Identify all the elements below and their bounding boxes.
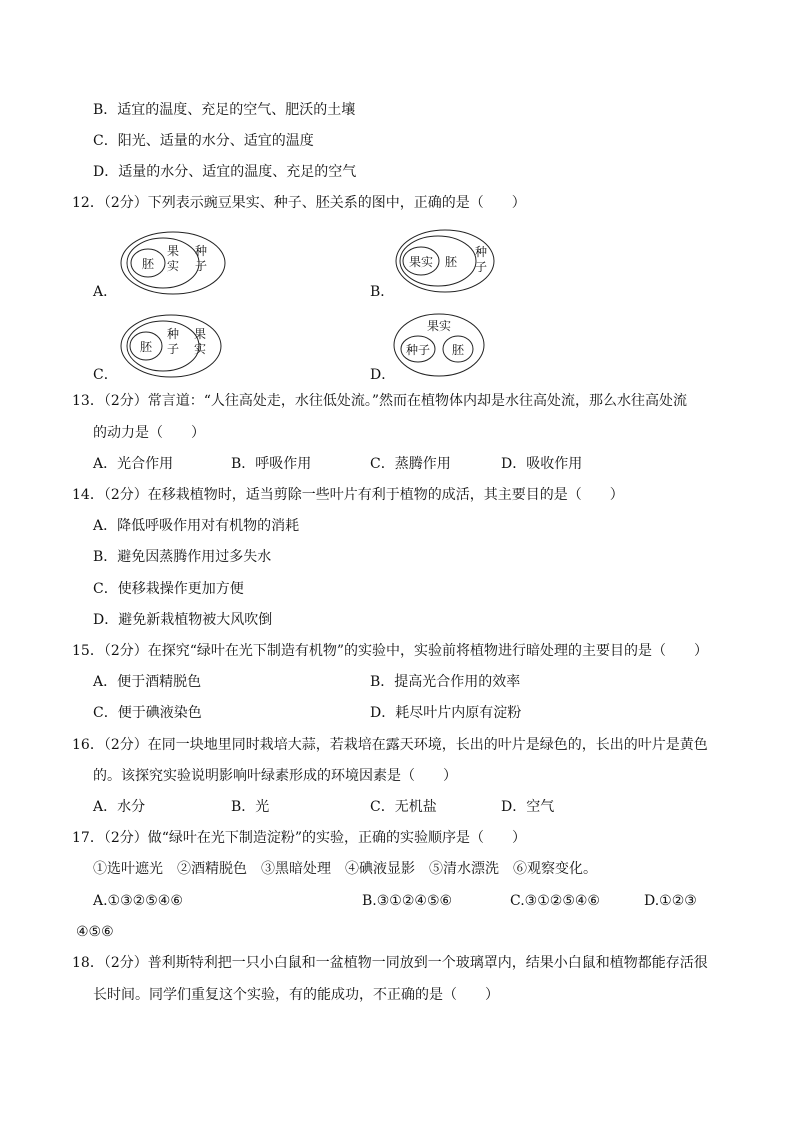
option-text: B．避免因蒸腾作用过多失水 <box>93 549 272 565</box>
diagram-label: 胚 <box>141 257 155 271</box>
option-text: C．使移栽操作更加方便 <box>93 581 244 597</box>
question-stem: 长时间。同学们重复这个实验，有的能成功，不正确的是（ ） <box>93 987 499 1003</box>
option-text: C.③①②⑤④⑥ <box>510 893 600 909</box>
question-stem: 14．（2分）在移栽植物时，适当剪除一些叶片有利于植物的成活，其主要目的是（ ） <box>72 487 624 503</box>
diagram-label: 种子 <box>405 343 431 357</box>
diagram-d <box>392 311 488 379</box>
diagram-b <box>393 226 497 296</box>
option-text: D.①②③ <box>644 893 697 909</box>
question-stem: 15．（2分）在探究“绿叶在光下制造有机物”的实验中，实验前将植物进行暗处理的主要目的是（ ） <box>72 643 709 659</box>
option-text: A．降低呼吸作用对有机物的消耗 <box>93 518 300 534</box>
diagram-label: 果实 <box>426 319 452 333</box>
diagram-label: 果实 <box>193 327 207 356</box>
question-stem: 的动力是（ ） <box>93 425 205 441</box>
diagram-label: 种子 <box>166 327 180 356</box>
diagram-label: 果实 <box>408 255 434 269</box>
question-steps: ①选叶遮光 ②酒精脱色 ③黑暗处理 ④碘液显影 ⑤清水漂洗 ⑥观察变化。 <box>93 861 597 877</box>
question-stem: 17．（2分）做“绿叶在光下制造淀粉”的实验，正确的实验顺序是（ ） <box>72 830 527 846</box>
option-text: B．呼吸作用 <box>231 456 312 472</box>
option-text: D．耗尽叶片内原有淀粉 <box>370 705 522 721</box>
option-text: B．适宜的温度、充足的空气、肥沃的土壤 <box>93 102 356 118</box>
option-text: B.③①②④⑤⑥ <box>362 893 453 909</box>
option-text-continuation: ④⑤⑥ <box>76 924 114 940</box>
question-stem: 16．（2分）在同一块地里同时栽培大蒜，若栽培在露天环境，长出的叶片是绿色的，长出的叶片是黄色 <box>72 737 708 753</box>
diagram-a <box>118 228 228 298</box>
option-text: C．阳光、适量的水分、适宜的温度 <box>93 133 314 149</box>
option-text: D．空气 <box>501 799 555 815</box>
option-text: C．蒸腾作用 <box>370 456 451 472</box>
option-text: D．吸收作用 <box>501 456 583 472</box>
diagram-label: 种子 <box>194 244 208 273</box>
option-text: A．水分 <box>93 799 146 815</box>
question-stem: 13．（2分）常言道：“人往高处走，水往低处流。”然而在植物体内却是水往高处流，那么水往高处流 <box>72 393 688 409</box>
question-stem: 18．（2分）普利斯特利把一只小白鼠和一盆植物一同放到一个玻璃罩内，结果小白鼠和植物都能存活很 <box>72 955 708 971</box>
option-text: A．便于酒精脱色 <box>93 674 202 690</box>
diagram-label: 胚 <box>139 340 153 354</box>
option-text: C．无机盐 <box>370 799 437 815</box>
option-text: C．便于碘液染色 <box>93 705 202 721</box>
option-label: C． <box>93 367 118 383</box>
diagram-c <box>118 311 224 381</box>
diagram-label: 胚 <box>444 255 458 269</box>
question-stem: 的。该探究实验说明影响叶绿素形成的环境因素是（ ） <box>93 768 457 784</box>
option-text: A．光合作用 <box>93 456 174 472</box>
option-text: B．提高光合作用的效率 <box>370 674 521 690</box>
option-text: B．光 <box>231 799 270 815</box>
option-label: B． <box>370 284 395 300</box>
option-text: D．避免新栽植物被大风吹倒 <box>93 612 273 628</box>
diagram-label: 胚 <box>451 343 465 357</box>
diagram-label: 果实 <box>166 244 180 273</box>
option-label: A． <box>93 284 118 300</box>
diagram-label: 种子 <box>474 245 488 274</box>
option-text: D．适量的水分、适宜的温度、充足的空气 <box>93 164 357 180</box>
question-stem: 12．（2分）下列表示豌豆果实、种子、胚关系的图中，正确的是（ ） <box>72 195 526 211</box>
option-text: A.①③②⑤④⑥ <box>93 893 183 909</box>
option-label: D． <box>370 367 396 383</box>
